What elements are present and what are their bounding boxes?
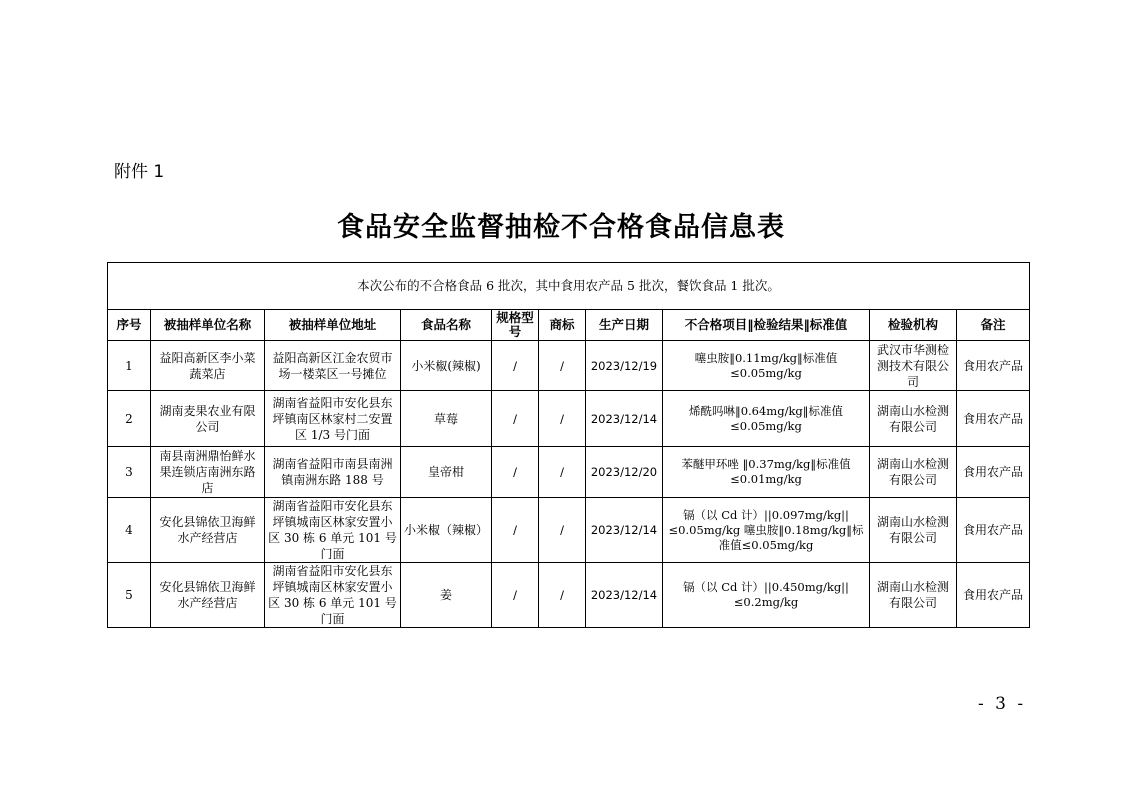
document-title: 食品安全监督抽检不合格食品信息表: [337, 212, 785, 243]
cell-failed-item: 烯酰吗啉‖0.64mg/kg‖标准值≤0.05mg/kg: [663, 391, 870, 447]
cell-unit-address: 湖南省益阳市安化县东坪镇城南区林家安置小区 30 栋 6 单元 101 号门面: [265, 563, 401, 628]
cell-failed-item: 苯醚甲环唑 ‖0.37mg/kg‖标准值≤0.01mg/kg: [663, 447, 870, 498]
cell-agency: 湖南山水检测有限公司: [870, 563, 957, 628]
cell-no: 3: [108, 447, 151, 498]
cell-prod-date: 2023/12/14: [586, 563, 663, 628]
cell-trademark: /: [539, 498, 586, 563]
header-spec: 规格型号: [492, 310, 539, 341]
table-row: [108, 498, 1030, 563]
cell-remark: 食用农产品: [957, 563, 1030, 628]
cell-agency: 湖南山水检测有限公司: [870, 391, 957, 447]
summary-row: [108, 263, 1030, 310]
cell-unit-address: 益阳高新区江金农贸市场一楼菜区一号摊位: [265, 341, 401, 391]
header-failed-item: 不合格项目‖检验结果‖标准值: [663, 310, 870, 341]
cell-remark: 食用农产品: [957, 391, 1030, 447]
cell-unit-address: 湖南省益阳市安化县东坪镇南区林家村二安置区 1/3 号门面: [265, 391, 401, 447]
cell-no: 4: [108, 498, 151, 563]
cell-prod-date: 2023/12/14: [586, 498, 663, 563]
cell-spec: /: [492, 563, 539, 628]
table-row: [108, 341, 1030, 391]
cell-remark: 食用农产品: [957, 341, 1030, 391]
cell-food-name: 小米椒（辣椒）: [401, 498, 492, 563]
cell-unit-address: 湖南省益阳市南县南洲镇南洲东路 188 号: [265, 447, 401, 498]
page-number: - 3 -: [978, 694, 1027, 714]
cell-agency: 湖南山水检测有限公司: [870, 447, 957, 498]
header-prod-date: 生产日期: [586, 310, 663, 341]
table-header-row: [108, 310, 1030, 341]
cell-prod-date: 2023/12/14: [586, 391, 663, 447]
header-remark: 备注: [957, 310, 1030, 341]
summary-text: 本次公布的不合格食品 6 批次，其中食用农产品 5 批次，餐饮食品 1 批次。: [108, 263, 1030, 310]
cell-food-name: 皇帝柑: [401, 447, 492, 498]
cell-unit-name: 安化县锦依卫海鲜水产经营店: [151, 498, 265, 563]
cell-spec: /: [492, 341, 539, 391]
cell-unit-name: 安化县锦依卫海鲜水产经营店: [151, 563, 265, 628]
cell-food-name: 草莓: [401, 391, 492, 447]
cell-trademark: /: [539, 341, 586, 391]
cell-food-name: 姜: [401, 563, 492, 628]
header-unit-name: 被抽样单位名称: [151, 310, 265, 341]
table-row: [108, 447, 1030, 498]
cell-failed-item: 镉（以 Cd 计）||0.097mg/kg||≤0.05mg/kg 噻虫胺‖0.18mg/kg‖标准值≤0.05mg/kg: [663, 498, 870, 563]
unqualified-food-table: [107, 262, 1030, 628]
cell-unit-name: 益阳高新区李小菜蔬菜店: [151, 341, 265, 391]
cell-unit-address: 湖南省益阳市安化县东坪镇城南区林家安置小区 30 栋 6 单元 101 号门面: [265, 498, 401, 563]
cell-failed-item: 噻虫胺‖0.11mg/kg‖标准值≤0.05mg/kg: [663, 341, 870, 391]
cell-unit-name: 南县南洲鼎怡鲜水果连锁店南洲东路店: [151, 447, 265, 498]
table-row: [108, 563, 1030, 628]
header-food-name: 食品名称: [401, 310, 492, 341]
cell-spec: /: [492, 391, 539, 447]
cell-unit-name: 湖南麦果农业有限公司: [151, 391, 265, 447]
cell-prod-date: 2023/12/19: [586, 341, 663, 391]
cell-failed-item: 镉（以 Cd 计）||0.450mg/kg||≤0.2mg/kg: [663, 563, 870, 628]
header-agency: 检验机构: [870, 310, 957, 341]
table-row: [108, 391, 1030, 447]
cell-remark: 食用农产品: [957, 498, 1030, 563]
cell-spec: /: [492, 498, 539, 563]
attachment-label: 附件 1: [114, 162, 165, 182]
cell-no: 5: [108, 563, 151, 628]
cell-prod-date: 2023/12/20: [586, 447, 663, 498]
cell-no: 1: [108, 341, 151, 391]
cell-spec: /: [492, 447, 539, 498]
cell-remark: 食用农产品: [957, 447, 1030, 498]
header-unit-address: 被抽样单位地址: [265, 310, 401, 341]
cell-no: 2: [108, 391, 151, 447]
cell-food-name: 小米椒(辣椒): [401, 341, 492, 391]
header-no: 序号: [108, 310, 151, 341]
cell-trademark: /: [539, 391, 586, 447]
cell-agency: 湖南山水检测有限公司: [870, 498, 957, 563]
header-trademark: 商标: [539, 310, 586, 341]
cell-trademark: /: [539, 447, 586, 498]
cell-trademark: /: [539, 563, 586, 628]
cell-agency: 武汉市华测检测技术有限公司: [870, 341, 957, 391]
